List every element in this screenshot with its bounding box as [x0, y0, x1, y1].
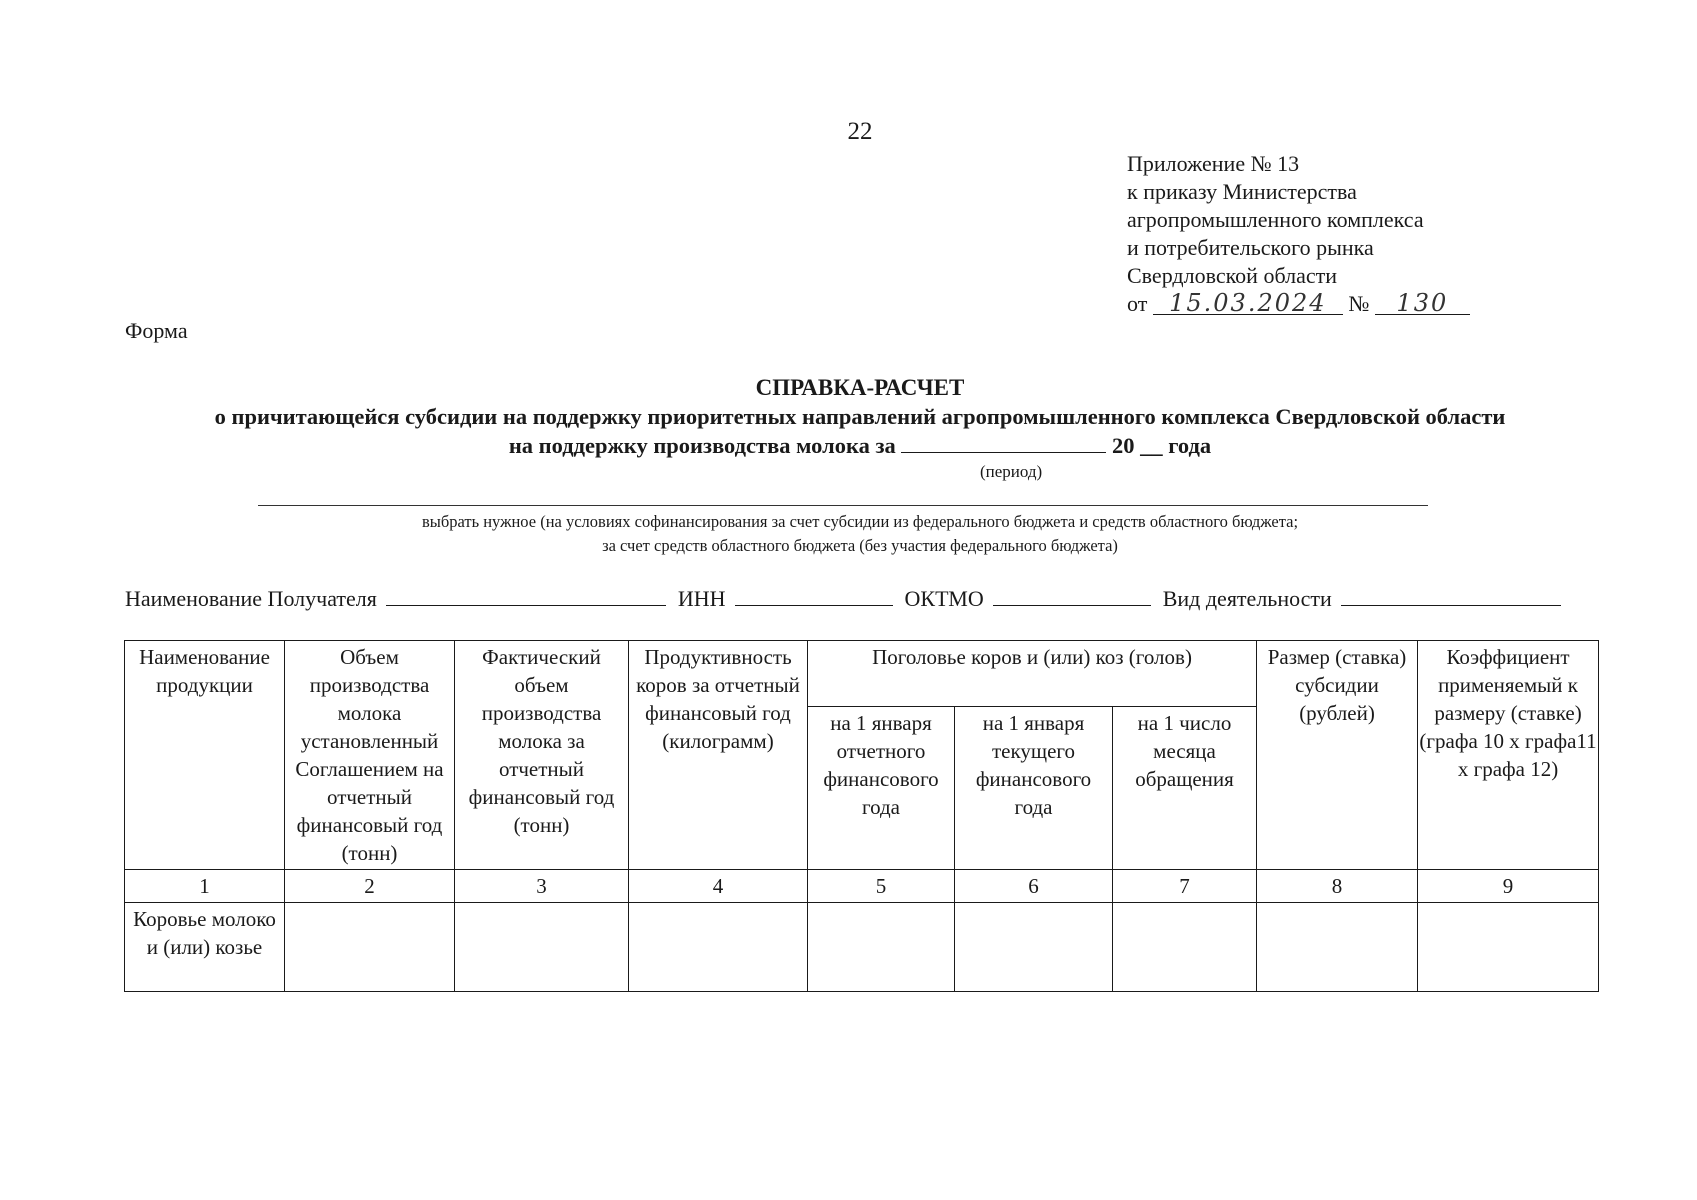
recipient-name-label: Наименование Получателя	[125, 586, 377, 611]
inn-field	[735, 587, 893, 606]
data-cell-empty	[455, 903, 629, 992]
annex-block	[1127, 150, 1470, 318]
handwritten-number: 130	[1375, 292, 1470, 315]
data-cell-empty	[1418, 903, 1599, 992]
inn-label: ИНН	[677, 586, 726, 611]
column-number: 7	[1113, 870, 1257, 903]
column-number: 6	[955, 870, 1113, 903]
form-label: Форма	[125, 318, 188, 343]
data-cell-empty	[285, 903, 455, 992]
selection-note: выбрать нужное (на условиях софинансирования за счет субсидии из федерального бюджета и средств областного бюджета;	[421, 512, 1299, 531]
annex-line: Свердловской области	[1127, 263, 1337, 288]
column-number: 5	[808, 870, 955, 903]
document-subtitle-period	[0, 433, 1697, 459]
column-number: 3	[455, 870, 629, 903]
header-volume-agreement: Объем производства молока установленный Соглашением на отчетный финансовый год (тонн)	[285, 641, 455, 870]
annex-line: к приказу Министерства	[1127, 179, 1357, 204]
column-number: 2	[285, 870, 455, 903]
document-subtitle: о причитающейся субсидии на поддержку приоритетных направлений агропромышленного комплекса Свердловской области	[214, 404, 1506, 429]
table-header-row	[125, 641, 1599, 707]
row-product-cell: Коровье молоко и (или) козье	[125, 903, 285, 992]
header-livestock-group: Поголовье коров и (или) коз (голов)	[808, 641, 1257, 707]
selection-note: за счет средств областного бюджета (без участия федерального бюджета)	[602, 536, 1118, 555]
number-prefix: №	[1348, 291, 1370, 316]
annex-line: и потребительского рынка	[1127, 235, 1374, 260]
oktmo-label: ОКТМО	[904, 586, 984, 611]
period-year: 20 __ года	[1112, 433, 1212, 458]
annex-line: Приложение № 13	[1127, 151, 1300, 176]
header-subsidy-rate: Размер (ставка) субсидии (рублей)	[1257, 641, 1418, 870]
annex-line: агропромышленного комплекса	[1127, 207, 1424, 232]
data-cell-empty	[808, 903, 955, 992]
period-caption: (период)	[980, 462, 1043, 481]
column-number: 8	[1257, 870, 1418, 903]
activity-field	[1341, 587, 1561, 606]
page-number: 22	[847, 118, 873, 145]
activity-label: Вид деятельности	[1162, 586, 1332, 611]
period-blank	[901, 434, 1106, 453]
subsidy-calculation-table	[124, 640, 1599, 992]
period-prefix: на поддержку производства молока за	[508, 433, 896, 458]
table-row	[125, 903, 1599, 992]
column-number: 4	[629, 870, 808, 903]
handwritten-date: 15.03.2024	[1153, 292, 1343, 315]
date-prefix: от	[1127, 291, 1148, 316]
header-livestock-current: на 1 января текущего финансового года	[955, 707, 1113, 870]
header-product: Наименование продукции	[125, 641, 285, 870]
recipient-line	[125, 586, 1567, 612]
selection-line	[258, 505, 1428, 506]
header-productivity: Продуктивность коров за отчетный финансовый год (килограмм)	[629, 641, 808, 870]
column-number: 1	[125, 870, 285, 903]
oktmo-field	[993, 587, 1151, 606]
data-cell-empty	[629, 903, 808, 992]
column-number: 9	[1418, 870, 1599, 903]
header-livestock-reporting: на 1 января отчетного финансового года	[808, 707, 955, 870]
header-coefficient: Коэффициент применяемый к размеру (ставке) (графа 10 х графа11 х графа 12)	[1418, 641, 1599, 870]
header-volume-actual: Фактический объем производства молока за отчетный финансовый год (тонн)	[455, 641, 629, 870]
annex-date-line	[1127, 290, 1470, 318]
data-cell-empty	[1257, 903, 1418, 992]
data-cell-empty	[1113, 903, 1257, 992]
recipient-name-field	[386, 587, 666, 606]
data-cell-empty	[955, 903, 1113, 992]
column-number-row	[125, 870, 1599, 903]
header-livestock-month: на 1 число месяца обращения	[1113, 707, 1257, 870]
document-title: СПРАВКА-РАСЧЕТ	[755, 375, 965, 400]
